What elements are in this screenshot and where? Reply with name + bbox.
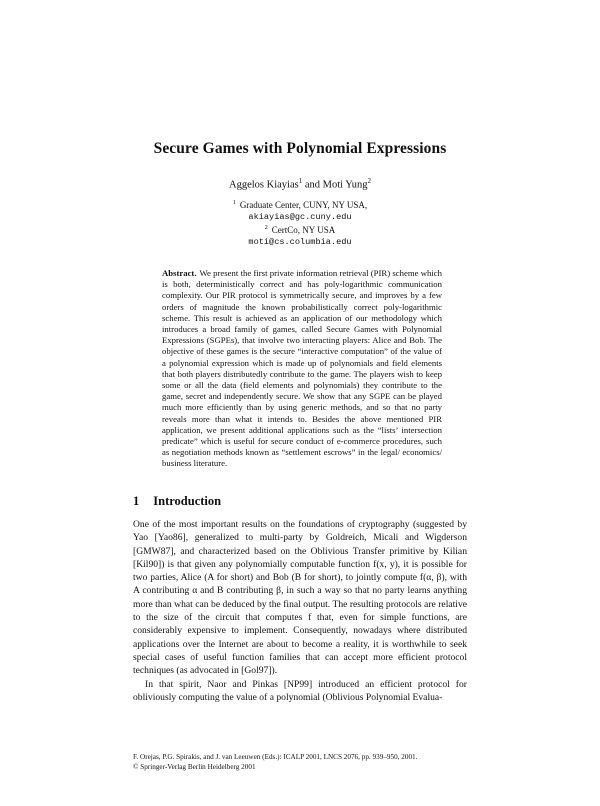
copyright-line: © Springer-Verlag Berlin Heidelberg 2001 bbox=[133, 763, 256, 771]
abstract-text: We present the first private information retrieval (PIR) scheme which is both, deterministically correct and has poly-logarithmic communication complexity. Our PIR protocol is symmetrically secure, and improves by a few orders of magnitude the known probabilistically correct poly-logarithmic scheme. This result is achieved as an application of our methodology which introduces a broad family of games, called Secure Games with Polynomial Expressions (SGPEs), that involve two interacting players: Alice and Bob. The objective of these games is the secure “interactive computation” of the value of a polynomial expression which is made up of polynomials and field elements that both players distributedly contribute to the game. The players wish to keep some or all the data (field elements and polynomials) they contribute to the game, secret and independently secure. We show that any SGPE can be played much more efficiently than by using generic methods, and so that no party reveals more than what it intends to. Besides the above mentioned PIR application, we present additional applications such as the “lists’ intersection predicate” which is useful for secure conduct of e-commerce procedures, such as negotiation methods known as “settlement escrows” in the legal/ economics/ business literature. bbox=[162, 268, 442, 469]
author-name: Moti Yung bbox=[322, 179, 368, 191]
intro-paragraph: One of the most important results on the foundations of cryptography (suggested by Yao [Yao86], generalized to multi-party by Goldreich, Micali and Wigderson [GMW87], and characterized based on the Oblivious Transfer primitive by Kilian [Kil90]) is that given any polynomially computable function f(x, y), it is possible for two parties, Alice (A for short) and Bob (B for short), to jointly compute f(α, β), with A contributing α and B contributing β, in such a way so that no party learns anything more than what can be deduced by the final output. The resulting protocols are relative to the size of the circuit that computes f that, even for simple functions, are considerably expensive to implement. Consequently, nowadays where distributed applications over the Internet are about to become a reality, it is worthwhile to seek special cases of useful function families that can accept more efficient protocol techniques (as advocated in [Gol97]). bbox=[133, 519, 467, 677]
affiliation-email: akiayias@gc.cuny.edu bbox=[248, 211, 352, 222]
abstract-label: Abstract. bbox=[162, 268, 197, 278]
author-affil-mark: 1 bbox=[298, 177, 303, 185]
page-footer bbox=[133, 752, 467, 772]
section-title: Introduction bbox=[153, 494, 222, 508]
affiliation-email: moti@cs.columbia.edu bbox=[248, 236, 352, 247]
citation-line: F. Orejas, P.G. Spirakis, and J. van Leeuwen (Eds.): ICALP 2001, LNCS 2076, pp. 939–950, 2001. bbox=[133, 753, 418, 761]
paper-title: Secure Games with Polynomial Expressions bbox=[153, 140, 447, 157]
abstract-block bbox=[162, 268, 442, 470]
affiliation-org: $^2$ CertCo, NY USA bbox=[264, 225, 336, 236]
author-line bbox=[0, 177, 600, 191]
author-name: Aggelos Kiayias bbox=[229, 179, 299, 191]
affiliations bbox=[0, 198, 600, 248]
section-number: 1 bbox=[133, 494, 140, 508]
intro-paragraph: In that spirit, Naor and Pinkas [NP99] introduced an efficient protocol for obliviously computing the value of a polynomial (Oblivious Polynomial Evalua- bbox=[133, 678, 467, 703]
section-heading bbox=[133, 494, 221, 509]
affiliation-org: $^1$ Graduate Center, CUNY, NY USA, bbox=[232, 200, 368, 210]
intro-body bbox=[133, 518, 467, 704]
author-affil-mark: 2 bbox=[367, 177, 371, 185]
author-conjunction: and bbox=[304, 179, 321, 191]
